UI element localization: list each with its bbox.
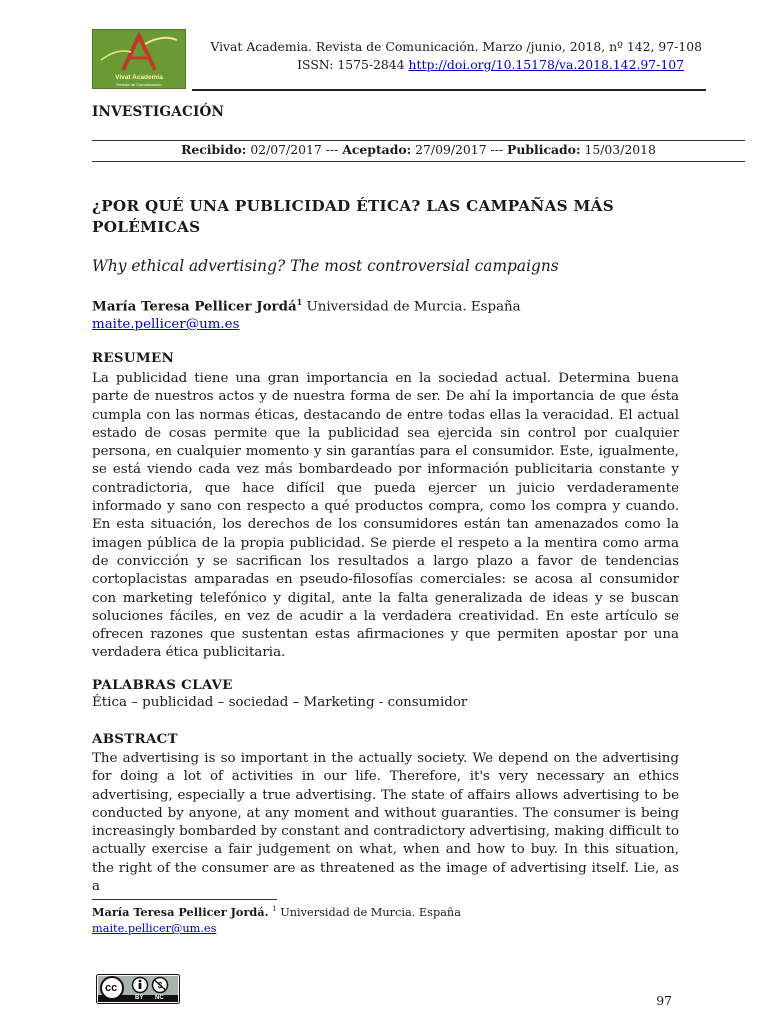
author-line: [92, 297, 521, 314]
cc-label: cc: [105, 982, 118, 994]
dates-separator: ---: [490, 142, 504, 157]
footnote-email-link[interactable]: maite.pellicer@um.es: [92, 922, 217, 935]
abstract-heading: ABSTRACT: [92, 731, 178, 747]
author-footnote-mark: 1: [296, 297, 303, 307]
footnote-name: María Teresa Pellicer Jordá.: [92, 905, 269, 919]
published-label: Publicado:: [507, 142, 581, 157]
accepted-date: 27/09/2017: [415, 142, 487, 157]
footnote-author: [92, 905, 461, 919]
resumen-heading: RESUMEN: [92, 350, 175, 366]
received-date: 02/07/2017: [250, 142, 322, 157]
article-subtitle: Why ethical advertising? The most controversial campaigns: [92, 257, 559, 275]
author-name: María Teresa Pellicer Jordá: [92, 298, 297, 315]
issn-label: ISSN: 1575-2844: [297, 57, 405, 72]
issn-line: [297, 57, 684, 72]
keywords-heading: PALABRAS CLAVE: [92, 677, 233, 693]
keywords-text: Ética – publicidad – sociedad – Marketing - consumidor: [92, 695, 468, 710]
doi-link[interactable]: http://doi.org/10.15178/va.2018.142.97-107: [408, 57, 684, 72]
footnote-mark: 1: [272, 905, 277, 914]
section-label: INVESTIGACIÓN: [92, 104, 225, 120]
dates-top-rule: [92, 140, 745, 141]
logo-subtitle: Revista de Comunicación: [116, 82, 162, 87]
journal-citation: Vivat Academia. Revista de Comunicación. Marzo /junio, 2018, nº 142, 97-108: [210, 39, 702, 54]
header-rule: [192, 89, 706, 91]
footnote-affiliation: Universidad de Murcia. España: [280, 906, 461, 919]
author-email-link[interactable]: maite.pellicer@um.es: [92, 317, 240, 332]
accepted-label: Aceptado:: [342, 142, 412, 157]
dates-separator: ---: [325, 142, 339, 157]
logo-letter-a-icon: [93, 30, 185, 74]
cc-nc-label: NC: [155, 995, 164, 1001]
published-date: 15/03/2018: [584, 142, 656, 157]
dates-bottom-rule: [92, 161, 745, 162]
page-number: 97: [656, 993, 672, 1008]
footnote-rule: [92, 899, 277, 900]
author-affiliation: Universidad de Murcia. España: [306, 299, 521, 315]
cc-by-label: BY: [135, 995, 144, 1001]
svg-text:$: $: [157, 981, 163, 990]
received-label: Recibido:: [181, 142, 247, 157]
resumen-text: La publicidad tiene una gran importancia en la sociedad actual. Determina buena parte de nuestros actos y de nuestra forma de ser. De ahí la importancia de que ésta cumpla con las normas éticas, destacando de entre todas ellas la veracidad. El actual estado de cosas permite que la publicidad sea ejercida sin control por cualquier persona, en cualquier momento y sin garantías para el consumidor. Este, igualmente, se está viendo cada vez más bombardeado por información publicitaria constante y contradictoria, que hace difícil que pueda ejercer un juicio verdaderamente informado y sano con respecto a qué productos compra, como los compra y cuando. En esta situación, los derechos de los consumidores están tan amenazados como la imagen pública de la propia publicidad. Se pierde el respeto a la mentira como arma de convicción y se sacrifican los resultados a largo plazo a favor de tendencias cortoplacistas amparadas en pseudo-filosofías comerciales: se acosa al consumidor con marketing telefónico y digital, ante la falta generalizada de ideas y se buscan soluciones fáciles, en vez de acudir a la verdadera creatividad. En este artículo se ofrecen razones que sustentan estas afirmaciones y que permiten apostar por una verdadera ética publicitaria.: [92, 371, 679, 661]
article-title: ¿POR QUÉ UNA PUBLICIDAD ÉTICA? LAS CAMPAÑAS MÁS POLÉMICAS: [92, 197, 615, 236]
journal-logo: [92, 29, 186, 89]
logo-name: Vivat Academia: [115, 74, 163, 81]
dates-line: [92, 142, 745, 157]
cc-license-badge[interactable]: [96, 974, 180, 1004]
abstract-text: The advertising is so important in the actually society. We depend on the advertising for doing a lot of activities in our life. Therefore, it's very necessary an ethics advertising, especially a true advertising. The state of affairs allows advertising to be conducted by anyone, at any moment and without guaranties. The consumer is being increasingly bombarded by constant and contradictory advertising, making difficult to actually exercise a fair judgement on what, when and how to buy. In this situation, the right of the consumer are as threatened as the image of advertising itself. Lie, as a: [92, 751, 679, 895]
